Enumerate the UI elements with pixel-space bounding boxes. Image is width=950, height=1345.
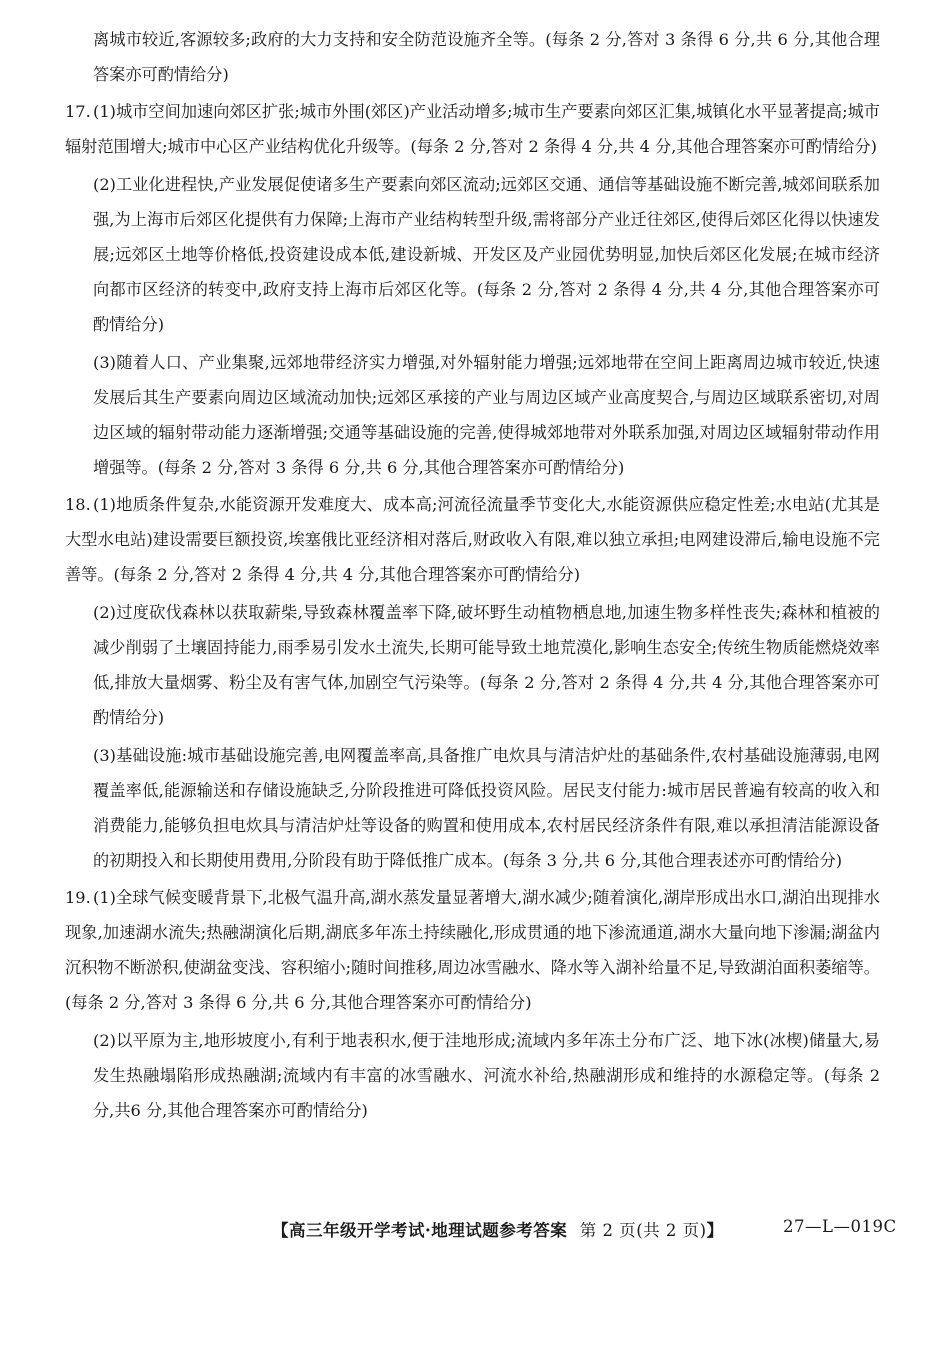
footer-title bbox=[272, 1217, 724, 1241]
answer-text: (1)城市空间加速向郊区扩张;城市外围(郊区)产业活动增多;城市生产要素向郊区汇集,城镇化水平显著提高;城市辐射范围增大;城市中心区产业结构优化升级等。(每条 2 分,答对 2 条得 4 分,共 4 分,其他合理答案亦可酌情给分) bbox=[65, 102, 880, 156]
q17-part-2: (2)工业化进程快,产业发展促使诸多生产要素向郊区流动;远郊区交通、通信等基础设施不断完善,城郊间联系加强,为上海市后郊区化提供有力保障;上海市产业结构转型升级,需将部分产业迁往郊区,使得后郊区化得以快速发展;远郊区土地等价格低,投资建设成本低,建设新城、开发区及产业园优势明显,加快后郊区化发展;在城市经济向都市区经济的转变中,政府支持上海市后郊区化等。(每条 2 分,答对 2 条得 4 分,共 4 分,其他合理答案亦可酌情给分) bbox=[93, 175, 880, 334]
question-number: 19. bbox=[65, 888, 91, 907]
footer-page-number: 第 2 页(共 2 页) bbox=[579, 1221, 707, 1240]
q17-part-3: (3)随着人口、产业集聚,远郊地带经济实力增强,对外辐射能力增强;远郊地带在空间上距离周边城市较近,快速发展后其生产要素向周边区域流动加快;远郊区承接的产业与周边区域产业高度契合,与周边区域联系密切,对周边区域的辐射带动能力逐渐增强;交通等基础设施的完善,使得城郊地带对外联系加强,对周边区域辐射带动作用增强等。(每条 2 分,答对 3 条得 6 分,共 6 分,其他合理答案亦可酌情给分) bbox=[93, 353, 880, 477]
fragment-line-1: 离城市较近,客源较多;政府的大力支持和安全防范设施齐全等。(每条 2 分,答对 3 条得 6 分,共 6 分,其 bbox=[93, 30, 832, 49]
q18-part-1 bbox=[65, 487, 880, 592]
page-footer bbox=[0, 1217, 950, 1247]
question-19 bbox=[65, 880, 880, 1128]
answer-text: (1)全球气候变暖背景下,北极气温升高,湖水蒸发量显著增大,湖水减少;随着演化,湖岸形成出水口,湖泊出现排水现象,加速湖水流失;热融湖演化后期,湖底多年冻土持续融化,形成贯通的地下渗流通道,湖水大量向地下渗漏;湖盆内沉积物不断淤积,使湖盆变浅、容积缩小;随时间推移,周边冰雪融水、降水等入湖补给量不足,导致湖泊面积萎缩等。(每条 2 分,答对 3 条得 6 分,共 6 分,其他合理答案亦可酌情给分) bbox=[65, 888, 880, 1012]
footer-document-code: 27—L—019C bbox=[783, 1217, 897, 1236]
q19-part-2: (2)以平原为主,地形坡度小,有利于地表积水,便于洼地形成;流域内多年冻土分布广泛、地下冰(冰楔)储量大,易发生热融塌陷形成热融湖;流域内有丰富的冰雪融水、河流水补给,热融湖形成和维持的水源稳定等。(每条 2 分,共6 分,其他合理答案亦可酌情给分) bbox=[93, 1031, 880, 1120]
q17-part-1 bbox=[65, 94, 880, 164]
question-18 bbox=[65, 487, 880, 878]
footer-bracket-open: 【 bbox=[272, 1221, 289, 1240]
question-17 bbox=[65, 94, 880, 485]
fragment-line-2: 他合理答案亦可酌情给分) bbox=[93, 30, 880, 84]
q19-part-1 bbox=[65, 880, 880, 1020]
question-number: 17. bbox=[65, 102, 91, 121]
footer-exam-title: 高三年级开学考试·地理试题参考答案 bbox=[289, 1221, 568, 1240]
q18-part-2: (2)过度砍伐森林以获取薪柴,导致森林覆盖率下降,破坏野生动植物栖息地,加速生物多样性丧失;森林和植被的减少削弱了土壤固持能力,雨季易引发水土流失,长期可能导致土地荒漠化,影响生态安全;传统生物质能燃烧效率低,排放大量烟雾、粉尘及有害气体,加剧空气污染等。(每条 2 分,答对 2 条得 4 分,共 4 分,其他合理答案亦可酌情给分) bbox=[93, 603, 880, 727]
question-number: 18. bbox=[65, 495, 91, 514]
footer-bracket-close: 】 bbox=[706, 1221, 724, 1240]
q18-part-3: (3)基础设施:城市基础设施完善,电网覆盖率高,具备推广电炊具与清洁炉灶的基础条件,农村基础设施薄弱,电网覆盖率低,能源输送和存储设施缺乏,分阶段推进可降低投资风险。居民支付能力:城市居民普遍有较高的收入和消费能力,能够负担电炊具与清洁炉灶等设备的购置和使用成本,农村居民经济条件有限,难以承担清洁能源设备的初期投入和长期使用费用,分阶段有助于降低推广成本。(每条 3 分,共 6 分,其他合理表述亦可酌情给分) bbox=[93, 746, 880, 870]
answer-text: (1)地质条件复杂,水能资源开发难度大、成本高;河流径流量季节变化大,水能资源供应稳定性差;水电站(尤其是大型水电站)建设需要巨额投资,埃塞俄比亚经济相对落后,财政收入有限,难以独立承担;电网建设滞后,输电设施不完善等。(每条 2 分,答对 2 条得 4 分,共 4 分,其他合理答案亦可酌情给分) bbox=[65, 495, 880, 584]
continued-answer-fragment bbox=[93, 22, 880, 92]
